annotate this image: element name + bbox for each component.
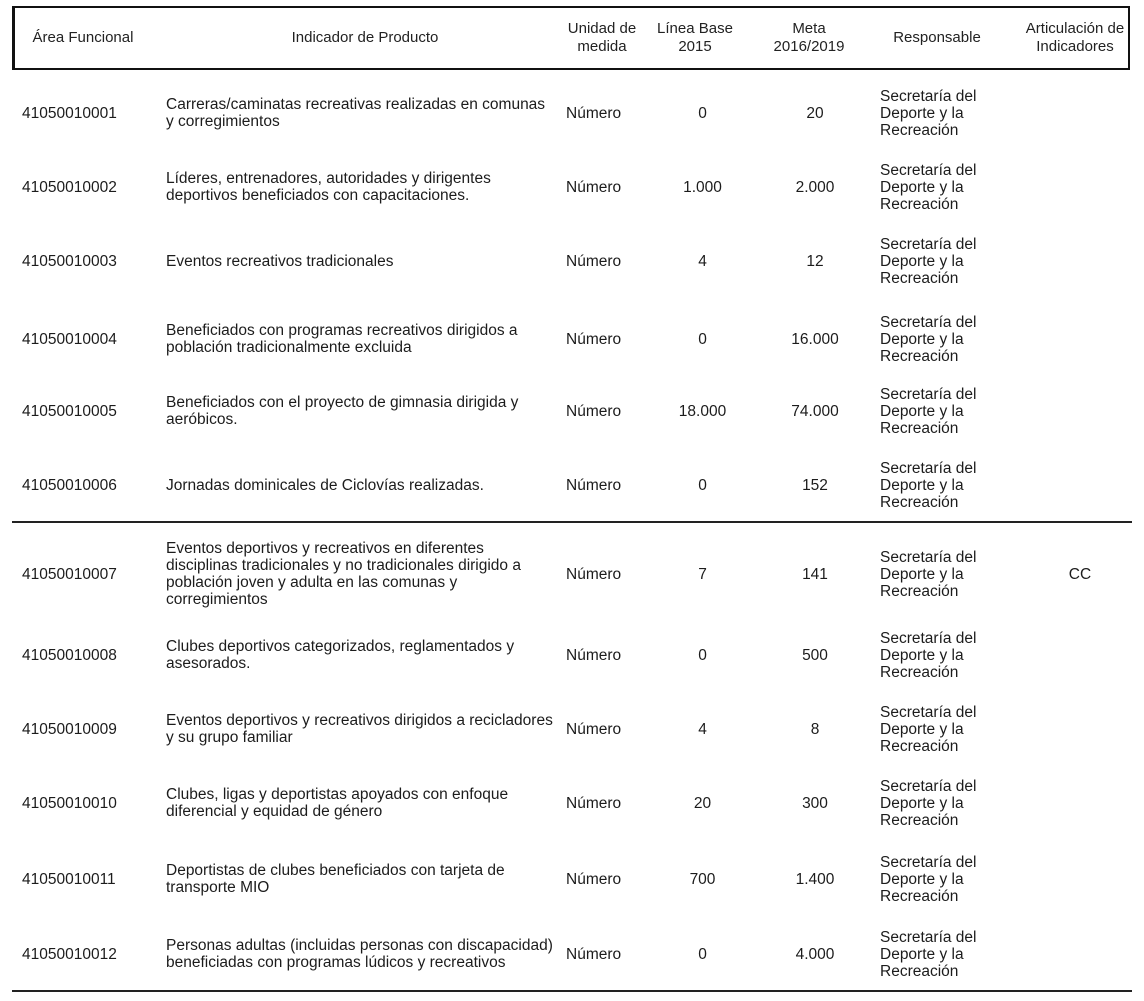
responsible-text: Secretaría del Deporte y la Recreación: [880, 459, 977, 511]
unit-text: Número: [566, 178, 622, 196]
table-row: [0, 454, 1144, 516]
table-row: [0, 156, 1144, 218]
articulation-text: [1030, 82, 1130, 144]
unit-text: Número: [566, 945, 622, 963]
responsible-text: Secretaría del Deporte y la Recreación: [880, 235, 977, 287]
baseline-value: 0: [698, 646, 707, 664]
table-row: [0, 848, 1144, 910]
goal-value: 2.000: [795, 178, 835, 196]
baseline-value: 0: [698, 330, 707, 348]
area-code: 41050010001: [22, 104, 117, 122]
header-area-funcional: Área Funcional: [32, 29, 134, 46]
area-code: 41050010003: [22, 252, 117, 270]
responsible-text: Secretaría del Deporte y la Recreación: [880, 385, 977, 437]
goal-value: 4.000: [795, 945, 835, 963]
unit-text: Número: [566, 330, 622, 348]
baseline-value: 4: [698, 252, 707, 270]
area-code: 41050010005: [22, 402, 117, 420]
responsible-text: Secretaría del Deporte y la Recreación: [880, 629, 977, 681]
area-code: 41050010010: [22, 794, 117, 812]
goal-value: 20: [806, 104, 824, 122]
articulation-text: [1030, 698, 1130, 760]
goal-value: 1.400: [795, 870, 835, 888]
indicator-text: Eventos recreativos tradicionales: [166, 252, 394, 270]
articulation-text: [1030, 306, 1130, 372]
header-linea-base: Línea Base 2015: [657, 20, 733, 55]
area-code: 41050010006: [22, 476, 117, 494]
responsible-text: Secretaría del Deporte y la Recreación: [880, 548, 977, 600]
articulation-text: [1030, 380, 1130, 442]
indicator-text: Carreras/caminatas recreativas realizadas en comunas y corregimientos: [166, 96, 546, 130]
unit-text: Número: [566, 646, 622, 664]
articulation-text: [1030, 772, 1130, 834]
header-indicador: Indicador de Producto: [291, 29, 439, 46]
unit-text: Número: [566, 720, 622, 738]
responsible-text: Secretaría del Deporte y la Recreación: [880, 853, 977, 905]
responsible-text: Secretaría del Deporte y la Recreación: [880, 313, 977, 365]
unit-text: Número: [566, 402, 622, 420]
baseline-value: 1.000: [683, 178, 722, 196]
area-code: 41050010011: [22, 870, 116, 888]
baseline-value: 18.000: [678, 402, 727, 420]
responsible-text: Secretaría del Deporte y la Recreación: [880, 777, 977, 829]
articulation-text: [1030, 454, 1130, 516]
goal-value: 152: [802, 476, 828, 494]
indicator-text: Líderes, entrenadores, autoridades y dirigentes deportivos beneficiados con capacitaciones.: [166, 170, 491, 204]
indicator-text: Jornadas dominicales de Ciclovías realizadas.: [166, 476, 484, 494]
indicator-text: Beneficiados con programas recreativos dirigidos a población tradicionalmente excluida: [166, 322, 518, 356]
goal-value: 74.000: [791, 402, 839, 420]
header-articulacion: Articulación de Indicadores: [1025, 20, 1125, 55]
row-separator: [12, 521, 1132, 523]
table-row: [0, 922, 1144, 986]
table-row: [0, 380, 1144, 442]
goal-value: 300: [802, 794, 828, 812]
table-row: [0, 698, 1144, 760]
table-row: [0, 530, 1144, 618]
area-code: 41050010012: [22, 945, 117, 963]
baseline-value: 4: [698, 720, 707, 738]
header-responsable: Responsable: [893, 29, 981, 46]
table-header: [12, 6, 1130, 70]
unit-text: Número: [566, 794, 622, 812]
unit-text: Número: [566, 476, 622, 494]
articulation-text: [1030, 848, 1130, 910]
responsible-text: Secretaría del Deporte y la Recreación: [880, 161, 977, 213]
goal-value: 8: [810, 720, 820, 738]
articulation-text: [1030, 922, 1130, 986]
goal-value: 500: [802, 646, 828, 664]
header-meta: Meta 2016/2019: [773, 20, 845, 55]
goal-value: 16.000: [791, 330, 839, 348]
indicator-text: Deportistas de clubes beneficiados con tarjeta de transporte MIO: [166, 862, 505, 896]
indicator-text: Clubes, ligas y deportistas apoyados con enfoque diferencial y equidad de género: [166, 786, 509, 820]
baseline-value: 20: [693, 794, 712, 812]
unit-text: Número: [566, 104, 622, 122]
table-bottom-border: [12, 990, 1132, 992]
indicator-text: Eventos deportivos y recreativos en diferentes disciplinas tradicionales y no tradicionales dirigido a población joven y adulta en las comunas y corregimientos: [166, 540, 521, 608]
goal-value: 141: [802, 565, 828, 583]
articulation-text: [1030, 230, 1130, 292]
baseline-value: 700: [689, 870, 716, 888]
baseline-value: 0: [698, 104, 707, 122]
table-row: [0, 624, 1144, 686]
responsible-text: Secretaría del Deporte y la Recreación: [880, 87, 977, 139]
table-row: [0, 772, 1144, 834]
baseline-value: 0: [698, 476, 707, 494]
header-unidad: Unidad de medida: [567, 20, 637, 55]
area-code: 41050010002: [22, 178, 117, 196]
indicator-text: Eventos deportivos y recreativos dirigidos a recicladores y su grupo familiar: [166, 712, 553, 746]
unit-text: Número: [566, 565, 622, 583]
articulation-text: [1030, 156, 1130, 218]
baseline-value: 0: [698, 945, 707, 963]
responsible-text: Secretaría del Deporte y la Recreación: [880, 928, 977, 980]
area-code: 41050010007: [22, 565, 117, 583]
indicator-text: Clubes deportivos categorizados, reglamentados y asesorados.: [166, 638, 515, 672]
table-row: [0, 82, 1144, 144]
indicator-text: Beneficiados con el proyecto de gimnasia dirigida y aeróbicos.: [166, 394, 519, 428]
area-code: 41050010008: [22, 646, 117, 664]
table-row: [0, 306, 1144, 372]
articulation-text: [1030, 624, 1130, 686]
area-code: 41050010009: [22, 720, 117, 738]
unit-text: Número: [566, 870, 622, 888]
indicator-text: Personas adultas (incluidas personas con discapacidad) beneficiadas con programas lúdicos y recreativos: [166, 937, 553, 971]
baseline-value: 7: [698, 565, 707, 583]
responsible-text: Secretaría del Deporte y la Recreación: [880, 703, 977, 755]
area-code: 41050010004: [22, 330, 117, 348]
articulation-text: CC: [1068, 565, 1092, 583]
goal-value: 12: [806, 252, 824, 270]
table-row: [0, 230, 1144, 292]
unit-text: Número: [566, 252, 622, 270]
